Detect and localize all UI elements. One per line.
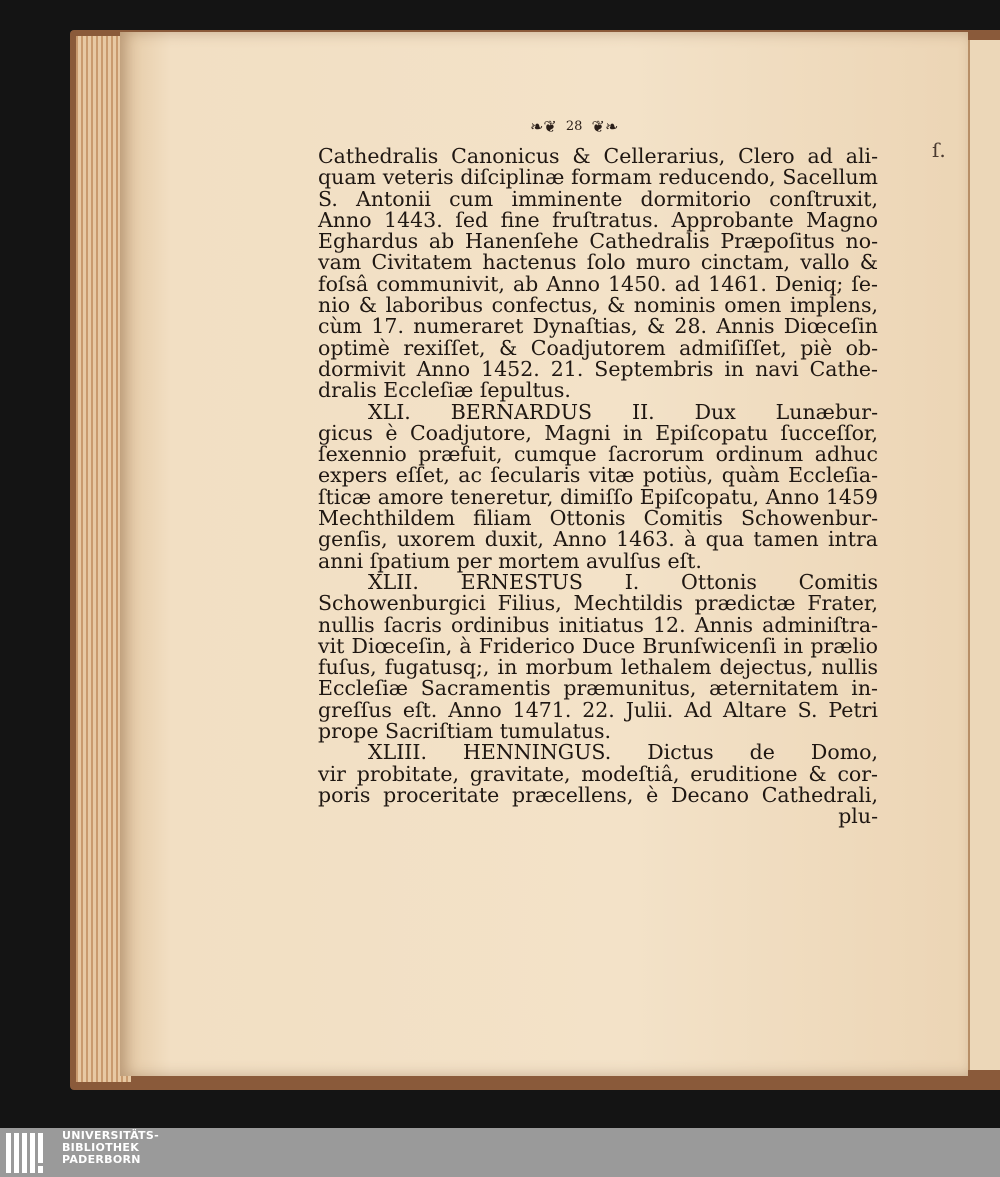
text-line: Cathedralis Canonicus & Cellerarius, Clero ad ali- [318, 144, 878, 168]
text-line: Eccleſiæ Sacramentis præmunitus, æternitatem in- [318, 676, 878, 701]
text-line: XLIII. HENNINGUS. Dictus de Domo, [368, 740, 878, 765]
text-line: Schowenburgici Filius, Mechtildis prædictæ Frater, [318, 591, 878, 616]
text-line: XLII. ERNESTUS I. Ottonis Comitis [368, 569, 878, 594]
text-line: fuſus, fugatusq;, in morbum lethalem dejectus, nullis [318, 655, 878, 680]
text-line: prope Sacriſtiam tumulatus. [318, 719, 612, 744]
text-line: foſsâ communivit, ab Anno 1450. ad 1461. Deniq; ſe- [318, 271, 878, 296]
text-line: genſis, uxorem duxit, Anno 1463. à qua tamen intra [318, 527, 878, 552]
text-line: Eghardus ab Hanenſehe Cathedralis Præpoſitus no- [318, 229, 878, 254]
page-header [530, 116, 670, 142]
logo-line-1: UNIVERSITÄTS- [62, 1129, 159, 1142]
text-line: Anno 1443. ſed fine fruſtratus. Approbante Magno [318, 207, 878, 232]
text-line: gicus è Coadjutore, Magni in Epiſcopatu ſucceſſor, [318, 420, 878, 445]
margin-mark: ſ. [932, 138, 946, 162]
text-line: anni ſpatium per mortem avulſus eſt. [318, 548, 702, 573]
text-line: XLI. BERNARDUS II. Dux Lunæbur- [368, 399, 878, 424]
text-line: vam Civitatem hactenus ſolo muro cinctam, vallo & [318, 250, 878, 275]
text-line: Mechthildem filiam Ottonis Comitis Schowenbur- [318, 506, 878, 531]
header-ornament-left: ❧❦ [530, 117, 557, 136]
library-logo-icon [6, 1131, 56, 1175]
text-line: optimè rexiſſet, & Coadjutorem admiſiſſet, piè ob- [318, 335, 878, 360]
text-line: nullis ſacris ordinibus initiatus 12. Annis adminiſtra- [318, 612, 878, 637]
text-line: dralis Eccleſiæ ſepultus. [318, 378, 571, 403]
text-line: poris proceritate præcellens, è Decano Cathedrali, [318, 782, 878, 807]
page-number: 28 [565, 119, 583, 134]
text-line: quam veteris diſciplinæ formam reducendo, Sacellum [318, 165, 878, 190]
text-line: ſexennio præfuit, cumque ſacrorum ordinum adhuc [318, 442, 878, 467]
text-line: S. Antonii cum imminente dormitorio conſtruxit, [318, 186, 878, 211]
text-line: expers eſſet, ac ſecularis vitæ potiùs, quàm Eccleſia- [318, 463, 878, 488]
text-line: nio & laboribus confectus, & nominis omen implens, [318, 293, 878, 318]
text-line: ſticæ amore teneretur, dimiſſo Epiſcopatu, Anno 1459 [318, 484, 878, 509]
logo-line-3: PADERBORN [62, 1153, 141, 1166]
text-line: vit Diœceſin, à Friderico Duce Brunſwicenſi in prælio [318, 633, 878, 658]
library-logo-text [62, 1130, 159, 1166]
next-page-edge [968, 40, 1000, 1070]
logo-line-2: BIBLIOTHEK [62, 1141, 140, 1154]
body-text [318, 146, 878, 828]
text-line: dormivit Anno 1452. 21. Septembris in navi Cathe- [318, 356, 878, 381]
header-ornament-right: ❦❧ [591, 117, 619, 136]
text-line: vir probitate, gravitate, modeſtiâ, eruditione & cor- [318, 761, 878, 786]
text-line: plu- [838, 804, 878, 829]
text-line: greſſus eſt. Anno 1471. 22. Julii. Ad Altare S. Petri [318, 697, 878, 722]
text-line: cùm 17. numeraret Dynaſtias, & 28. Annis Diœceſin [318, 314, 878, 339]
